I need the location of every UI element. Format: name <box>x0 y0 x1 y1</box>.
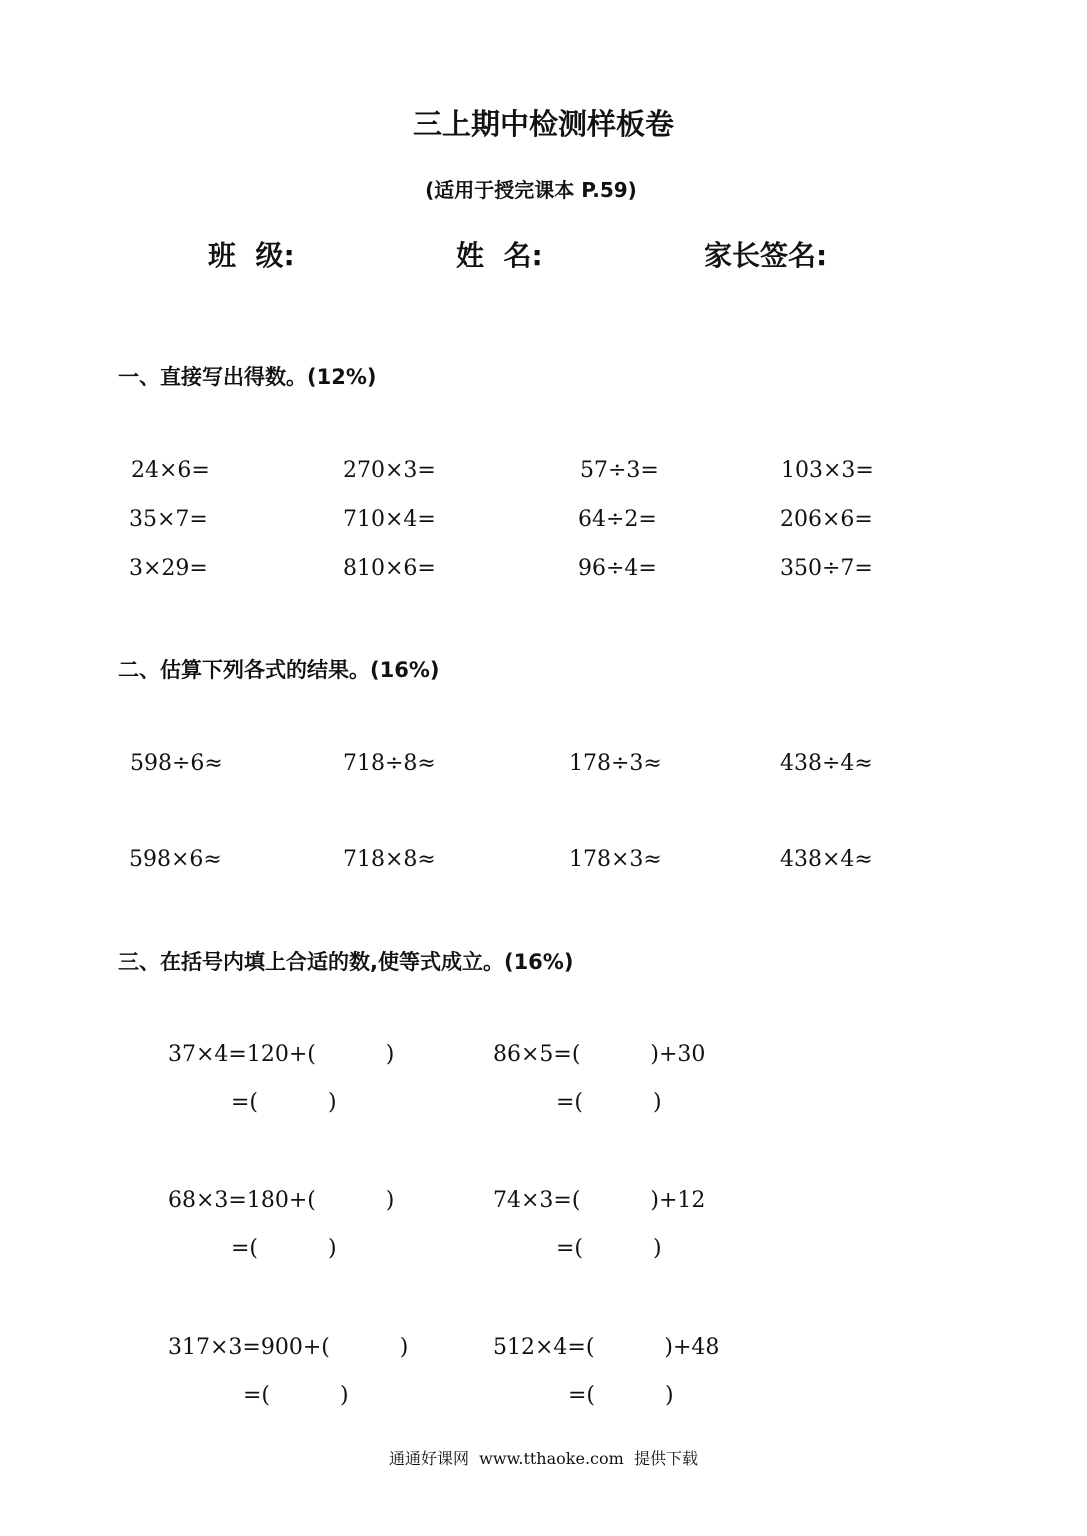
name-label: 姓 名: <box>456 239 543 272</box>
fill-blank-line: =( ) <box>556 1236 662 1261</box>
section-3-heading: 三、在括号内填上合适的数,使等式成立。(16%) <box>118 950 574 974</box>
footer-text: 通通好课网 www.tthaoke.com 提供下载 <box>389 1449 698 1468</box>
section-1-heading: 一、直接写出得数。(12%) <box>118 365 377 389</box>
class-label: 班 级: <box>208 239 295 272</box>
fill-blank-line: 37×4=120+( ) <box>168 1042 395 1067</box>
calc-item: 96÷4= <box>578 556 657 581</box>
estimate-item: 718÷8≈ <box>343 751 436 776</box>
estimate-item: 438÷4≈ <box>780 751 873 776</box>
estimate-item: 718×8≈ <box>343 847 436 872</box>
estimate-item: 178÷3≈ <box>569 751 662 776</box>
page-subtitle: (适用于授完课本 P.59) <box>425 178 637 202</box>
calc-item: 57÷3= <box>580 458 659 483</box>
calc-item: 810×6= <box>343 556 436 581</box>
fill-blank-line: 317×3=900+( ) <box>168 1335 409 1360</box>
fill-blank-line: =( ) <box>556 1090 662 1115</box>
fill-blank-line: 68×3=180+( ) <box>168 1188 395 1213</box>
fill-blank-line: =( ) <box>231 1236 337 1261</box>
calc-item: 3×29= <box>129 556 208 581</box>
fill-blank-line: =( ) <box>243 1383 349 1408</box>
fill-blank-line: 512×4=( )+48 <box>493 1335 720 1360</box>
calc-item: 710×4= <box>343 507 436 532</box>
fill-blank-line: 86×5=( )+30 <box>493 1042 706 1067</box>
calc-item: 64÷2= <box>578 507 657 532</box>
calc-item: 35×7= <box>129 507 208 532</box>
calc-item: 24×6= <box>131 458 210 483</box>
calc-item: 206×6= <box>780 507 873 532</box>
calc-item: 350÷7= <box>780 556 873 581</box>
estimate-item: 598×6≈ <box>129 847 222 872</box>
section-2-heading: 二、估算下列各式的结果。(16%) <box>118 658 440 682</box>
estimate-item: 438×4≈ <box>780 847 873 872</box>
calc-item: 270×3= <box>343 458 436 483</box>
estimate-item: 598÷6≈ <box>130 751 223 776</box>
fill-blank-line: 74×3=( )+12 <box>493 1188 706 1213</box>
fill-blank-line: =( ) <box>231 1090 337 1115</box>
parent-signature-label: 家长签名: <box>704 239 828 272</box>
fill-blank-line: =( ) <box>568 1383 674 1408</box>
estimate-item: 178×3≈ <box>569 847 662 872</box>
calc-item: 103×3= <box>781 458 874 483</box>
page-title: 三上期中检测样板卷 <box>412 107 674 141</box>
